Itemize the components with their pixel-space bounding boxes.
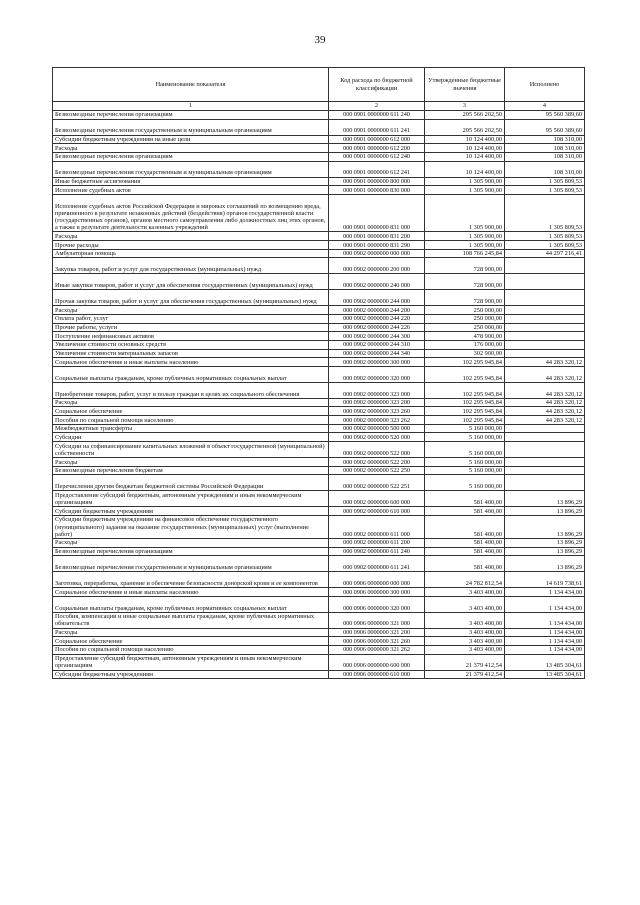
row-code: 000 0902 0000000 200 000: [329, 258, 425, 274]
row-code: 000 0902 0000000 522 250: [329, 466, 425, 475]
row-code: 000 0906 0000000 321 260: [329, 637, 425, 646]
row-name: Расходы: [53, 398, 329, 407]
row-executed: 13 896,29: [505, 556, 585, 572]
row-executed: 13 485 304,61: [505, 670, 585, 679]
row-approved: 302 900,00: [425, 349, 505, 358]
row-approved: 3 403 400,00: [425, 646, 505, 655]
row-name: Безвозмездные перечисления государственным и муниципальным организациям: [53, 119, 329, 135]
table-row: [53, 433, 585, 442]
row-name: Расходы: [53, 539, 329, 548]
row-name: Пособия по социальной помощи населению: [53, 416, 329, 425]
row-executed: 44 283 320,12: [505, 382, 585, 398]
row-executed: 13 896,29: [505, 547, 585, 556]
row-approved: 205 566 202,50: [425, 111, 505, 120]
row-executed: 1 134 434,00: [505, 637, 585, 646]
row-approved: 581 400,00: [425, 539, 505, 548]
row-code: 000 0902 0000000 600 000: [329, 491, 425, 507]
table-row: [53, 628, 585, 637]
row-executed: 13 896,29: [505, 515, 585, 538]
row-code: 000 0902 0000000 522 000: [329, 442, 425, 458]
row-approved: 1 305 900,00: [425, 186, 505, 195]
row-code: 000 0901 0000000 612 240: [329, 152, 425, 161]
row-code: 000 0902 0000000 611 200: [329, 539, 425, 548]
row-name: Расходы: [53, 232, 329, 241]
row-approved: 1 305 900,00: [425, 232, 505, 241]
row-name: Исполнение судебных актов: [53, 186, 329, 195]
row-code: 000 0902 0000000 244 000: [329, 290, 425, 306]
row-approved: 21 379 412,54: [425, 654, 505, 670]
table-row: [53, 596, 585, 612]
row-executed: [505, 433, 585, 442]
row-name: Расходы: [53, 628, 329, 637]
row-executed: [505, 332, 585, 341]
row-approved: 108 766 245,84: [425, 249, 505, 258]
row-code: 000 0901 0000000 831 000: [329, 194, 425, 232]
table-row: [53, 612, 585, 628]
row-name: Исполнение судебных актов Российской Федерации и мировых соглашений по возмещению вреда, причиненного в результате незаконных действий (бездействия) органов государственной власти (государственных органов), органов местного самоуправления либо должностных лиц этих органов, а также в результате деятельности казенных учреждений: [53, 194, 329, 232]
table-row: [53, 572, 585, 588]
row-code: 000 0902 0000000 244 300: [329, 332, 425, 341]
row-approved: 581 400,00: [425, 515, 505, 538]
row-name: Субсидии: [53, 433, 329, 442]
row-executed: [505, 306, 585, 315]
row-code: 000 0902 0000000 520 000: [329, 433, 425, 442]
row-approved: 1 305 900,00: [425, 177, 505, 186]
row-executed: [505, 290, 585, 306]
row-executed: 95 560 389,60: [505, 111, 585, 120]
table-row: [53, 398, 585, 407]
row-approved: 3 403 400,00: [425, 596, 505, 612]
row-executed: 1 134 434,00: [505, 646, 585, 655]
table-row: [53, 646, 585, 655]
row-executed: 1 305 809,53: [505, 194, 585, 232]
row-code: 000 0902 0000000 244 310: [329, 340, 425, 349]
table-row: [53, 249, 585, 258]
row-approved: 5 160 000,00: [425, 433, 505, 442]
row-executed: 44 283 320,12: [505, 398, 585, 407]
row-code: 000 0902 0000000 611 241: [329, 556, 425, 572]
row-approved: 10 124 400,00: [425, 152, 505, 161]
row-executed: [505, 424, 585, 433]
table-row: [53, 349, 585, 358]
row-name: Иные закупки товаров, работ и услуг для обеспечения государственных (муниципальных) нужд: [53, 274, 329, 290]
row-executed: 1 305 809,53: [505, 177, 585, 186]
row-code: 000 0902 0000000 240 000: [329, 274, 425, 290]
column-number: 3: [425, 102, 505, 111]
row-name: Увеличение стоимости основных средств: [53, 340, 329, 349]
row-approved: 3 403 400,00: [425, 637, 505, 646]
row-approved: 3 403 400,00: [425, 612, 505, 628]
row-executed: 1 134 434,00: [505, 628, 585, 637]
row-name: Пособия, компенсации и иные социальные выплаты гражданам, кроме публичных нормативных обязательств: [53, 612, 329, 628]
row-code: 000 0901 0000000 831 200: [329, 232, 425, 241]
row-code: 000 0901 0000000 611 241: [329, 119, 425, 135]
row-approved: 5 160 000,00: [425, 466, 505, 475]
table-row: [53, 424, 585, 433]
header-approved: Утвержденные бюджетные значения: [425, 68, 505, 102]
table-row: [53, 186, 585, 195]
row-name: Межбюджетные трансферты: [53, 424, 329, 433]
row-name: Социальные выплаты гражданам, кроме публичных нормативных социальных выплат: [53, 366, 329, 382]
row-code: 000 0902 0000000 244 200: [329, 306, 425, 315]
table-row: [53, 306, 585, 315]
header-name: Наименование показателя: [53, 68, 329, 102]
table-row: [53, 382, 585, 398]
row-name: Социальное обеспечение и иные выплаты населению: [53, 588, 329, 597]
header-code: Код расхода по бюджетной классификации: [329, 68, 425, 102]
row-approved: 102 295 945,84: [425, 366, 505, 382]
row-name: Безвозмездные перечисления бюджетам: [53, 466, 329, 475]
table-row: [53, 144, 585, 153]
row-name: Безвозмездные перечисления государственным и муниципальным организациям: [53, 556, 329, 572]
row-name: Субсидии бюджетным учреждениям на иные цели: [53, 135, 329, 144]
row-executed: 1 134 434,00: [505, 612, 585, 628]
row-name: Приобретение товаров, работ, услуг в пользу граждан в целях их социального обеспечения: [53, 382, 329, 398]
row-name: Социальное обеспечение: [53, 407, 329, 416]
table-row: [53, 556, 585, 572]
row-executed: 1 305 809,53: [505, 186, 585, 195]
table-row: [53, 670, 585, 679]
row-approved: 250 000,00: [425, 306, 505, 315]
row-approved: 24 782 812,54: [425, 572, 505, 588]
table-row: [53, 407, 585, 416]
row-approved: 102 295 945,84: [425, 358, 505, 367]
row-code: 000 0901 0000000 612 200: [329, 144, 425, 153]
table-row: [53, 258, 585, 274]
row-name: Поступление нефинансовых активов: [53, 332, 329, 341]
row-code: 000 0906 0000000 321 262: [329, 646, 425, 655]
row-code: 000 0901 0000000 830 000: [329, 186, 425, 195]
row-code: 000 0902 0000000 323 262: [329, 416, 425, 425]
row-code: 000 0901 0000000 611 240: [329, 111, 425, 120]
row-approved: 10 124 400,00: [425, 144, 505, 153]
row-executed: 1 134 434,00: [505, 596, 585, 612]
table-row: [53, 332, 585, 341]
row-approved: 728 900,00: [425, 290, 505, 306]
row-approved: 102 295 945,84: [425, 407, 505, 416]
row-executed: [505, 349, 585, 358]
row-name: Безвозмездные перечисления организациям: [53, 111, 329, 120]
table-row: [53, 290, 585, 306]
row-code: 000 0902 0000000 611 240: [329, 547, 425, 556]
row-name: Социальное обеспечение и иные выплаты населению: [53, 358, 329, 367]
column-number: 2: [329, 102, 425, 111]
row-name: Увеличение стоимости материальных запасов: [53, 349, 329, 358]
table-row: [53, 241, 585, 250]
row-code: 000 0906 0000000 300 000: [329, 588, 425, 597]
row-code: 000 0906 0000000 320 000: [329, 596, 425, 612]
row-approved: 10 124 400,00: [425, 161, 505, 177]
table-row: [53, 637, 585, 646]
column-number: 4: [505, 102, 585, 111]
row-approved: 176 000,00: [425, 340, 505, 349]
table-body: [53, 111, 585, 679]
row-code: 000 0902 0000000 522 200: [329, 458, 425, 467]
table-row: [53, 507, 585, 516]
row-executed: 44 283 320,12: [505, 366, 585, 382]
row-approved: 478 900,00: [425, 332, 505, 341]
row-approved: 3 403 400,00: [425, 588, 505, 597]
row-approved: 250 000,00: [425, 323, 505, 332]
table-row: [53, 416, 585, 425]
row-executed: [505, 466, 585, 475]
row-name: Оплата работ, услуг: [53, 314, 329, 323]
row-executed: 1 305 809,53: [505, 241, 585, 250]
row-executed: 108 310,00: [505, 161, 585, 177]
table-row: [53, 475, 585, 491]
row-code: 000 0902 0000000 320 000: [329, 366, 425, 382]
row-executed: 108 310,00: [505, 144, 585, 153]
table-row: [53, 119, 585, 135]
row-code: 000 0902 0000000 500 000: [329, 424, 425, 433]
table-row: [53, 314, 585, 323]
row-executed: 44 283 320,12: [505, 407, 585, 416]
row-code: 000 0902 0000000 000 000: [329, 249, 425, 258]
table-row: [53, 366, 585, 382]
table-row: [53, 358, 585, 367]
column-number-row: [53, 102, 585, 111]
row-code: 000 0902 0000000 611 000: [329, 515, 425, 538]
row-name: Иные бюджетные ассигнования: [53, 177, 329, 186]
table-row: [53, 340, 585, 349]
row-name: Прочая закупка товаров, работ и услуг для обеспечения государственных (муниципальных) нужд: [53, 290, 329, 306]
row-approved: 205 566 202,50: [425, 119, 505, 135]
row-name: Амбулаторная помощь: [53, 249, 329, 258]
row-name: Социальные выплаты гражданам, кроме публичных нормативных социальных выплат: [53, 596, 329, 612]
row-name: Безвозмездные перечисления государственным и муниципальным организациям: [53, 161, 329, 177]
row-name: Предоставление субсидий бюджетным, автономным учреждениям и иным некоммерческим организациям: [53, 491, 329, 507]
row-approved: 5 160 000,00: [425, 458, 505, 467]
row-approved: 102 295 945,84: [425, 398, 505, 407]
row-approved: 5 160 000,00: [425, 475, 505, 491]
table-row: [53, 152, 585, 161]
row-executed: 44 283 320,12: [505, 358, 585, 367]
row-executed: 13 485 304,61: [505, 654, 585, 670]
row-approved: 21 379 412,54: [425, 670, 505, 679]
table-row: [53, 442, 585, 458]
row-code: 000 0906 0000000 321 000: [329, 612, 425, 628]
table-row: [53, 491, 585, 507]
row-code: 000 0902 0000000 522 251: [329, 475, 425, 491]
table-row: [53, 323, 585, 332]
row-code: 000 0902 0000000 244 220: [329, 314, 425, 323]
table-row: [53, 177, 585, 186]
row-executed: [505, 458, 585, 467]
row-approved: 581 400,00: [425, 491, 505, 507]
row-approved: 1 305 900,00: [425, 241, 505, 250]
table-row: [53, 458, 585, 467]
row-executed: 13 896,29: [505, 507, 585, 516]
row-approved: 728 900,00: [425, 274, 505, 290]
row-approved: 250 000,00: [425, 314, 505, 323]
row-code: 000 0902 0000000 323 260: [329, 407, 425, 416]
row-name: Безвозмездные перечисления организациям: [53, 547, 329, 556]
row-code: 000 0901 0000000 831 290: [329, 241, 425, 250]
row-name: Субсидии бюджетным учреждениям: [53, 670, 329, 679]
row-executed: [505, 475, 585, 491]
row-executed: 1 305 809,53: [505, 232, 585, 241]
row-executed: 13 896,29: [505, 491, 585, 507]
row-name: Социальное обеспечение: [53, 637, 329, 646]
row-executed: [505, 442, 585, 458]
row-name: Заготовка, переработка, хранение и обеспечение безопасности донорской крови и ее компонентов: [53, 572, 329, 588]
table-row: [53, 547, 585, 556]
row-approved: 1 305 900,00: [425, 194, 505, 232]
row-name: Закупка товаров, работ и услуг для государственных (муниципальных) нужд: [53, 258, 329, 274]
row-executed: 108 310,00: [505, 135, 585, 144]
row-approved: 5 160 000,00: [425, 442, 505, 458]
row-executed: 44 283 320,12: [505, 416, 585, 425]
table-header-row: [53, 68, 585, 102]
row-executed: 95 560 389,60: [505, 119, 585, 135]
row-name: Предоставление субсидий бюджетным, автономным учреждениям и иным некоммерческим организациям: [53, 654, 329, 670]
row-code: 000 0906 0000000 321 200: [329, 628, 425, 637]
column-number: 1: [53, 102, 329, 111]
row-name: Прочие работы, услуги: [53, 323, 329, 332]
row-code: 000 0906 0000000 610 000: [329, 670, 425, 679]
row-approved: 581 400,00: [425, 547, 505, 556]
row-approved: 5 160 000,00: [425, 424, 505, 433]
table-row: [53, 194, 585, 232]
table-row: [53, 654, 585, 670]
row-executed: [505, 314, 585, 323]
row-code: 000 0906 0000000 000 000: [329, 572, 425, 588]
table-row: [53, 466, 585, 475]
row-name: Субсидии на софинансирование капитальных вложений в объект государственной (муниципальной) собственности: [53, 442, 329, 458]
row-name: Безвозмездные перечисления организациям: [53, 152, 329, 161]
row-executed: 108 310,00: [505, 152, 585, 161]
row-code: 000 0902 0000000 244 340: [329, 349, 425, 358]
row-name: Перечисления другим бюджетам бюджетной системы Российской Федерации: [53, 475, 329, 491]
table-row: [53, 588, 585, 597]
row-approved: 581 400,00: [425, 507, 505, 516]
row-code: 000 0902 0000000 323 000: [329, 382, 425, 398]
page-number: 39: [314, 34, 326, 46]
row-code: 000 0902 0000000 610 000: [329, 507, 425, 516]
table-row: [53, 161, 585, 177]
row-name: Субсидии бюджетным учреждениям: [53, 507, 329, 516]
table-row: [53, 539, 585, 548]
row-approved: 728 900,00: [425, 258, 505, 274]
row-code: 000 0901 0000000 612 000: [329, 135, 425, 144]
row-approved: 102 295 945,84: [425, 416, 505, 425]
table-row: [53, 111, 585, 120]
row-executed: 13 896,29: [505, 539, 585, 548]
row-name: Расходы: [53, 144, 329, 153]
row-name: Расходы: [53, 458, 329, 467]
table-row: [53, 274, 585, 290]
row-code: 000 0902 0000000 244 226: [329, 323, 425, 332]
row-code: 000 0901 0000000 612 241: [329, 161, 425, 177]
row-approved: 581 400,00: [425, 556, 505, 572]
row-name: Субсидии бюджетным учреждениям на финансовое обеспечение государственного (муниципального) задания на оказание государственных (муниципальных) услуг (выполнение работ): [53, 515, 329, 538]
row-executed: [505, 274, 585, 290]
row-executed: 1 134 434,00: [505, 588, 585, 597]
table-row: [53, 232, 585, 241]
row-approved: 3 403 400,00: [425, 628, 505, 637]
row-name: Прочие расходы: [53, 241, 329, 250]
row-executed: [505, 323, 585, 332]
row-name: Расходы: [53, 306, 329, 315]
row-approved: 10 124 400,00: [425, 135, 505, 144]
row-executed: [505, 340, 585, 349]
row-code: 000 0902 0000000 323 200: [329, 398, 425, 407]
row-name: Пособия по социальной помощи населению: [53, 646, 329, 655]
table-row: [53, 515, 585, 538]
row-code: 000 0901 0000000 800 000: [329, 177, 425, 186]
row-approved: 102 295 945,84: [425, 382, 505, 398]
row-executed: [505, 258, 585, 274]
row-executed: 14 619 738,61: [505, 572, 585, 588]
row-code: 000 0906 0000000 600 000: [329, 654, 425, 670]
budget-execution-table: [52, 67, 585, 679]
header-executed: Исполнено: [505, 68, 585, 102]
row-code: 000 0902 0000000 300 000: [329, 358, 425, 367]
row-executed: 44 297 216,41: [505, 249, 585, 258]
table-row: [53, 135, 585, 144]
